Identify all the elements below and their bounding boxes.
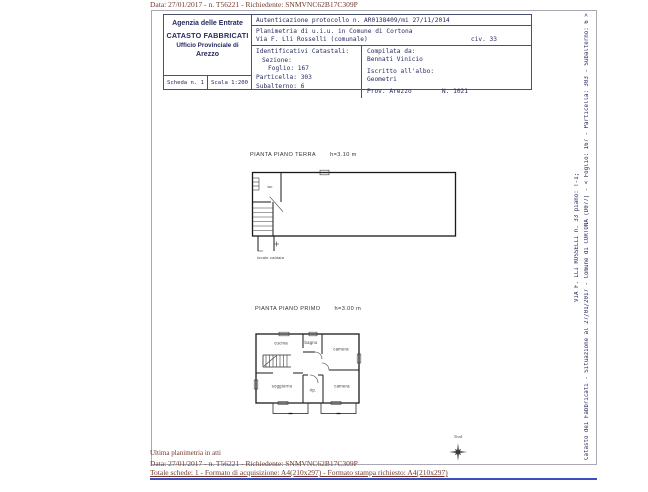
ground-floor-plan	[248, 168, 463, 268]
ground-floor-height: h=3.10 m	[330, 152, 357, 158]
room-label-soggiorno: soggiorno	[271, 383, 293, 389]
door-arc	[310, 375, 318, 383]
compass-star	[449, 443, 467, 461]
request-meta-bottom: Data: 27/01/2017 - n. T56221 - Richiedente: SNMVNC62B17C309P	[150, 459, 358, 468]
ids-particella: Particella: 303	[256, 74, 312, 82]
agency-cell	[164, 15, 252, 89]
ids-subalterno: Subalterno: 6	[256, 82, 305, 90]
sheet-number: Scheda n. 1	[164, 76, 208, 89]
footer-formats: Totale schede: 1 - Formato di acquisizione: A4(210x297) - Formato stampa richiesto: A4(210x297)	[150, 468, 448, 477]
office-city: Arezzo	[196, 50, 219, 58]
compass-rose-icon	[444, 433, 472, 465]
margin-vertical-address-line: VIA F. LLI ROSSELLI n. 33 piano: T-1;	[574, 172, 580, 302]
compiler-name: Bennati Vinicio	[367, 56, 423, 64]
door-arc	[322, 363, 329, 370]
room-label-camera-top: camera	[333, 346, 349, 352]
cadastral-ids	[252, 46, 362, 98]
label-locale-caldaia: locale caldaia	[257, 255, 285, 260]
drawing-scale: Scala 1:200	[210, 79, 249, 86]
protocol-line: Autenticazione protocollo n. AR0138409/mi 27/11/2014	[252, 15, 531, 26]
ids-title: Identificativi Catastali:	[256, 48, 350, 55]
footer-note: Ultima planimetria in atti	[150, 449, 221, 457]
compiler-label: Compilata da:	[367, 48, 416, 55]
room-label-wc: wc	[267, 184, 273, 189]
ground-floor-title-row	[250, 152, 357, 158]
albo-label: Iscritto all'albo:	[367, 68, 435, 76]
albo-value: Geometri	[367, 76, 397, 84]
ground-outer-wall	[253, 173, 456, 237]
ids-foglio: Foglio: 167	[268, 65, 309, 73]
footer-divider-line	[150, 478, 597, 480]
room-label-camera-bottom: camera	[334, 383, 350, 389]
room-label-cucina: cucina	[274, 340, 288, 346]
north-label: Nord	[453, 434, 463, 439]
identifiers-row	[252, 46, 531, 98]
compiler-reg-number: N. 1021	[441, 88, 468, 96]
ids-sezione: Sezione:	[262, 56, 292, 64]
subject-line: Planimetria di u.i.u. in Comune di Cortona	[256, 28, 413, 35]
protocol-cell	[252, 15, 531, 96]
first-floor-height: h=3.00 m	[334, 306, 362, 312]
first-floor-title: PIANTA PIANO PRIMO	[255, 306, 321, 312]
compiler-prov: Prov. Arezzo	[367, 88, 412, 96]
cadastre-name: CATASTO FABBRICATI	[166, 30, 249, 40]
room-label-rip: rip.	[309, 387, 317, 393]
room-label-bagno: bagno	[304, 340, 318, 345]
office-label: Ufficio Provinciale di	[176, 41, 239, 49]
agency-block	[164, 15, 251, 75]
margin-vertical-cadastre-line: Catasto dei Fabbricati - Situazione al 27/01/2017 - Comune di CORTONA (D077) - < Foglio: 167 - Particella: 303 - Subalterno: 6 >	[584, 13, 590, 461]
request-meta-top: Data: 27/01/2017 - n. T56221 - Richiedente: SNMVNC62B17C309P	[150, 0, 358, 9]
header-box	[163, 14, 532, 96]
sheet-scale-row	[164, 75, 251, 89]
agency-name: Agenzia delle Entrate	[172, 20, 243, 27]
first-floor-title-row	[255, 306, 361, 312]
prov-row	[367, 88, 526, 96]
door-arc	[315, 352, 322, 359]
first-floor-plan	[245, 328, 405, 424]
compiler-block	[362, 46, 531, 98]
address: Via F. Lli Rosselli (comunale)	[256, 36, 368, 43]
ground-floor-title: PIANTA PIANO TERRA	[250, 152, 317, 158]
civic-number: civ. 33	[470, 36, 497, 43]
address-row	[252, 35, 531, 46]
